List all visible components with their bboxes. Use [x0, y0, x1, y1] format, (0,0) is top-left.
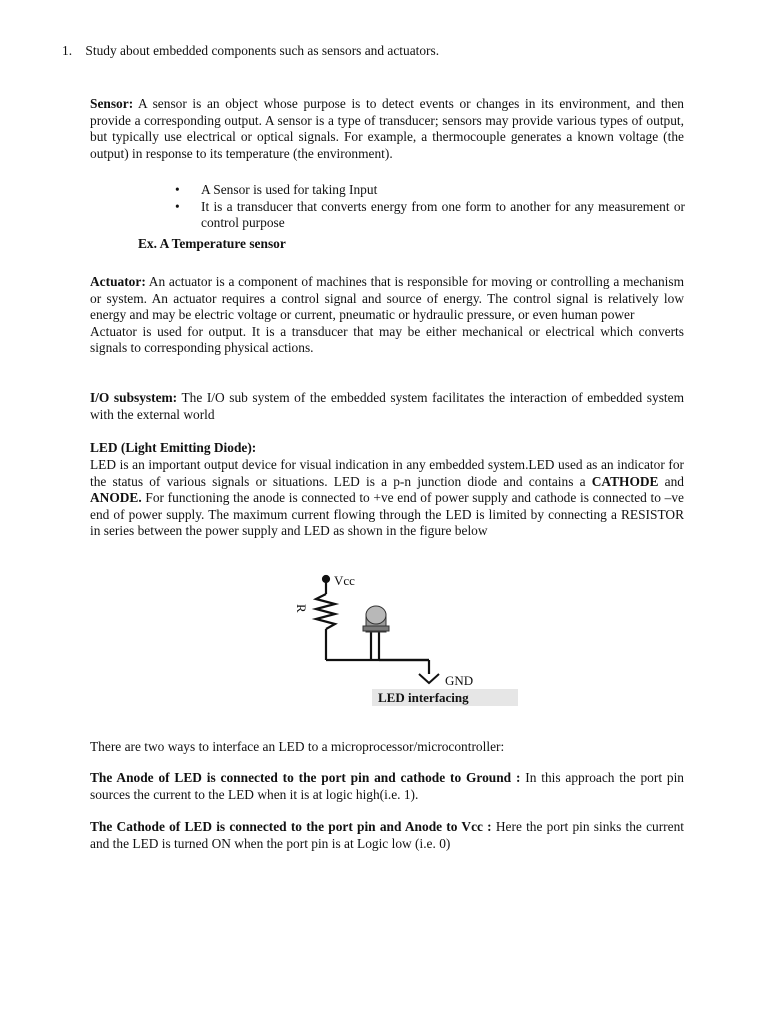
actuator-term: Actuator: [90, 274, 146, 289]
ways-intro: There are two ways to interface an LED to a microprocessor/microcontroller: [90, 739, 505, 754]
led-interfacing-figure [290, 568, 520, 710]
actuator-body-2: Actuator is used for output. It is a transducer that may be either mechanical or electrical which converts signals to corresponding physical actions. [90, 323, 684, 356]
cathode-term: CATHODE [591, 473, 659, 489]
bullet-icon: • [175, 182, 180, 197]
sensor-term: Sensor: [90, 96, 134, 111]
io-paragraph [90, 390, 684, 423]
gnd-label: GND [445, 673, 474, 688]
resistor-symbol [316, 594, 335, 629]
section-heading [62, 43, 702, 60]
sensor-bullet-list [175, 182, 685, 232]
actuator-paragraph [90, 274, 684, 357]
led-paragraph: LED is an important output device for visual indication in any embedded system.LED used as an indicator for the status of various signals or situations. LED is a p-n junction diode and contains a CATHODE and ANODE. For functioning the anode is connected to +ve end of power supply and cathode is connected to –ve end of power supply. The maximum current flowing through the LED is limited by connecting a RESISTOR in series between the power supply and LED as shown in the figure below [90, 457, 684, 539]
way-1-text: In this approach the port pin sources the current to the LED when it is at logic high(i.e. 1). [90, 770, 684, 802]
list-item [175, 182, 685, 199]
heading-text: Study about embedded components such as sensors and actuators. [85, 43, 440, 58]
led-body [363, 606, 389, 632]
way-1-paragraph [90, 770, 684, 803]
heading-number: 1. [62, 43, 73, 58]
ground-symbol [419, 674, 439, 683]
io-body: The I/O sub system of the embedded system facilitates the interaction of embedded system with the external world [90, 390, 685, 422]
way-1-bold: The Anode of LED is connected to the port pin and cathode to Ground : [90, 770, 521, 785]
led-circuit-diagram [290, 568, 520, 710]
vcc-terminal [323, 576, 329, 582]
vcc-label: Vcc [334, 573, 355, 588]
way-2-bold: The Cathode of LED is connected to the port pin and Anode to Vcc : [90, 819, 492, 834]
resistor-label: R [294, 604, 309, 613]
figure-caption: LED interfacing [378, 690, 469, 705]
led-heading: LED (Light Emitting Diode): [90, 440, 257, 455]
way-2-paragraph [90, 819, 684, 852]
bullet-text: It is a transducer that converts energy from one form to another for any measurement or control purpose [201, 198, 685, 231]
anode-term: ANODE. [90, 490, 142, 506]
bullet-text: A Sensor is used for taking Input [201, 182, 378, 197]
list-item [175, 199, 685, 232]
sensor-example: Ex. A Temperature sensor [138, 236, 286, 251]
sensor-body: A sensor is an object whose purpose is to detect events or changes in its environment, and then provide a corresponding output. A sensor is a type of transducer; sensors may provide various types of output, but typically use electrical or optical signals. For example, a thermocouple generates a known voltage (the output) in response to its temperature (the environment). [90, 96, 684, 161]
way-2-text: Here the port pin sinks the current and the LED is turned ON when the port pin is at Logic low (i.e. 0) [90, 819, 684, 851]
actuator-body: An actuator is a component of machines that is responsible for moving or controlling a mechanism or system. An actuator requires a control signal and source of energy. The control signal is relatively low energy and may be electric voltage or current, pneumatic or hydraulic pressure, or even human power [90, 274, 684, 323]
sensor-paragraph [90, 96, 684, 162]
bullet-icon: • [175, 198, 180, 214]
io-term: I/O subsystem: [90, 390, 178, 405]
